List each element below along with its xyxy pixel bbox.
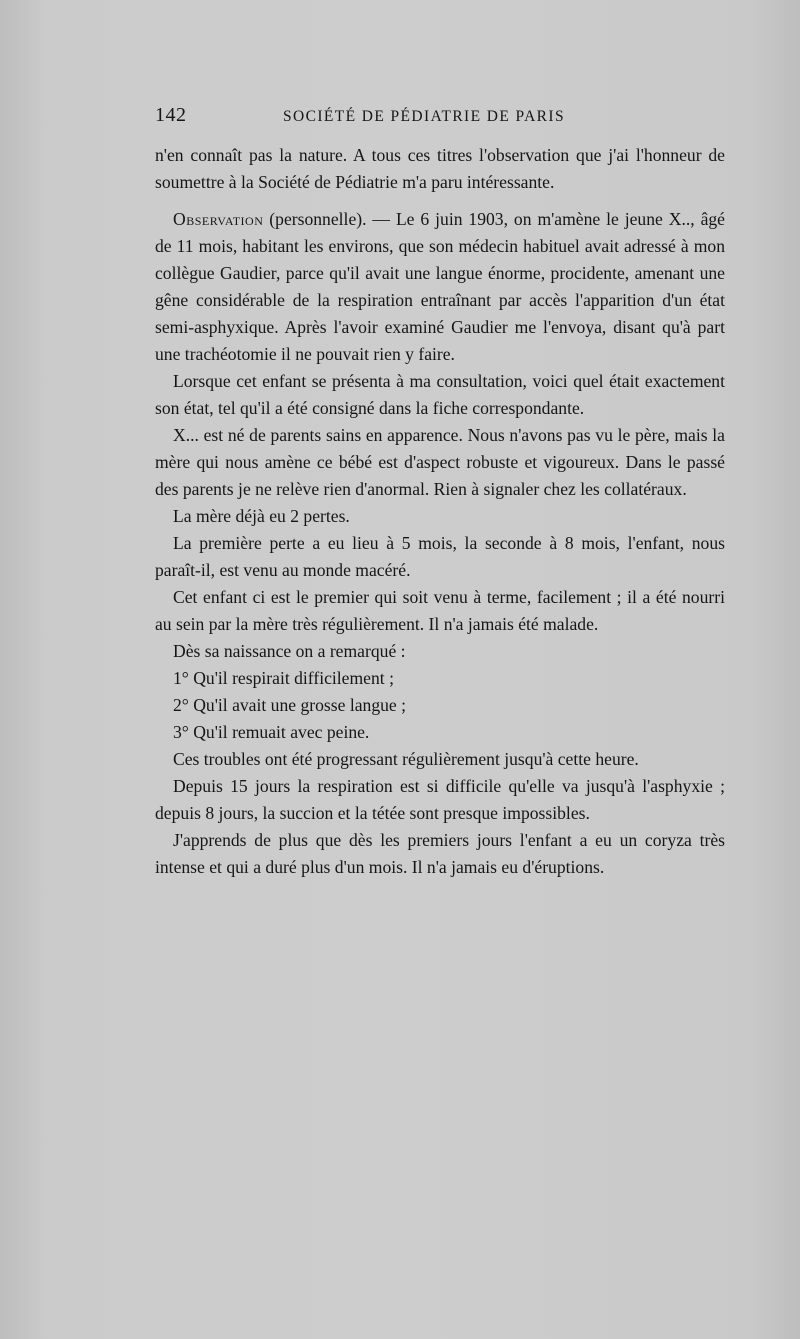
paragraph: La mère déjà eu 2 pertes. <box>173 506 350 526</box>
paragraph: Cet enfant ci est le premier qui soit venu à terme, facilement ; il a été nourri au sein par la mère très régulièrement. Il n'a jamais été malade. <box>155 587 725 634</box>
paragraph: J'apprends de plus que dès les premiers jours l'enfant a eu un coryza très intense et qui a duré plus d'un mois. Il n'a jamais eu d'éruptions. <box>155 830 725 877</box>
paragraph: Ces troubles ont été progressant régulièrement jusqu'à cette heure. <box>173 749 639 769</box>
paragraph-observation <box>155 206 725 368</box>
list-item: 2° Qu'il avait une grosse langue ; <box>173 695 407 715</box>
paragraph: X... est né de parents sains en apparence. Nous n'avons pas vu le père, mais la mère qui nous amène ce bébé est d'aspect robuste et vigoureux. Dans le passé des parents je ne relève rien d'anormal. Rien à signaler chez les collatéraux. <box>155 425 725 499</box>
observation-text: (personnelle). — Le 6 juin 1903, on m'amène le jeune X.., âgé de 11 mois, habitant les environs, que son médecin habituel avait adressé à mon collègue Gaudier, parce qu'il avait une langue énorme, procidente, amenant une gêne considérable de la respiration entraînant par accès l'apparition d'un état semi-asphyxique. Après l'avoir examiné Gaudier me l'envoya, disant qu'à part une trachéotomie il ne pouvait rien y faire. <box>155 209 725 364</box>
paragraph-continuation: n'en connaît pas la nature. A tous ces titres l'observation que j'ai l'honneur de soumettre à la Société de Pédiatrie m'a paru intéressante. <box>155 145 725 192</box>
paragraph: Depuis 15 jours la respiration est si difficile qu'elle va jusqu'à l'asphyxie ; depuis 8 jours, la succion et la tétée sont presque impossibles. <box>155 776 725 823</box>
page-header <box>155 104 725 132</box>
list-item: 3° Qu'il remuait avec peine. <box>173 722 370 742</box>
list-item: 1° Qu'il respirait difficilement ; <box>173 668 394 688</box>
paragraph: Lorsque cet enfant se présenta à ma consultation, voici quel était exactement son état, tel qu'il a été consigné dans la fiche correspondante. <box>155 371 725 418</box>
page-number: 142 <box>155 104 187 126</box>
paragraph: Dès sa naissance on a remarqué : <box>173 641 406 661</box>
running-head: SOCIÉTÉ DE PÉDIATRIE DE PARIS <box>283 108 566 125</box>
observation-lead: Observation <box>173 209 264 229</box>
body-text <box>155 142 725 881</box>
paragraph: La première perte a eu lieu à 5 mois, la seconde à 8 mois, l'enfant, nous paraît-il, est venu au monde macéré. <box>155 533 725 580</box>
